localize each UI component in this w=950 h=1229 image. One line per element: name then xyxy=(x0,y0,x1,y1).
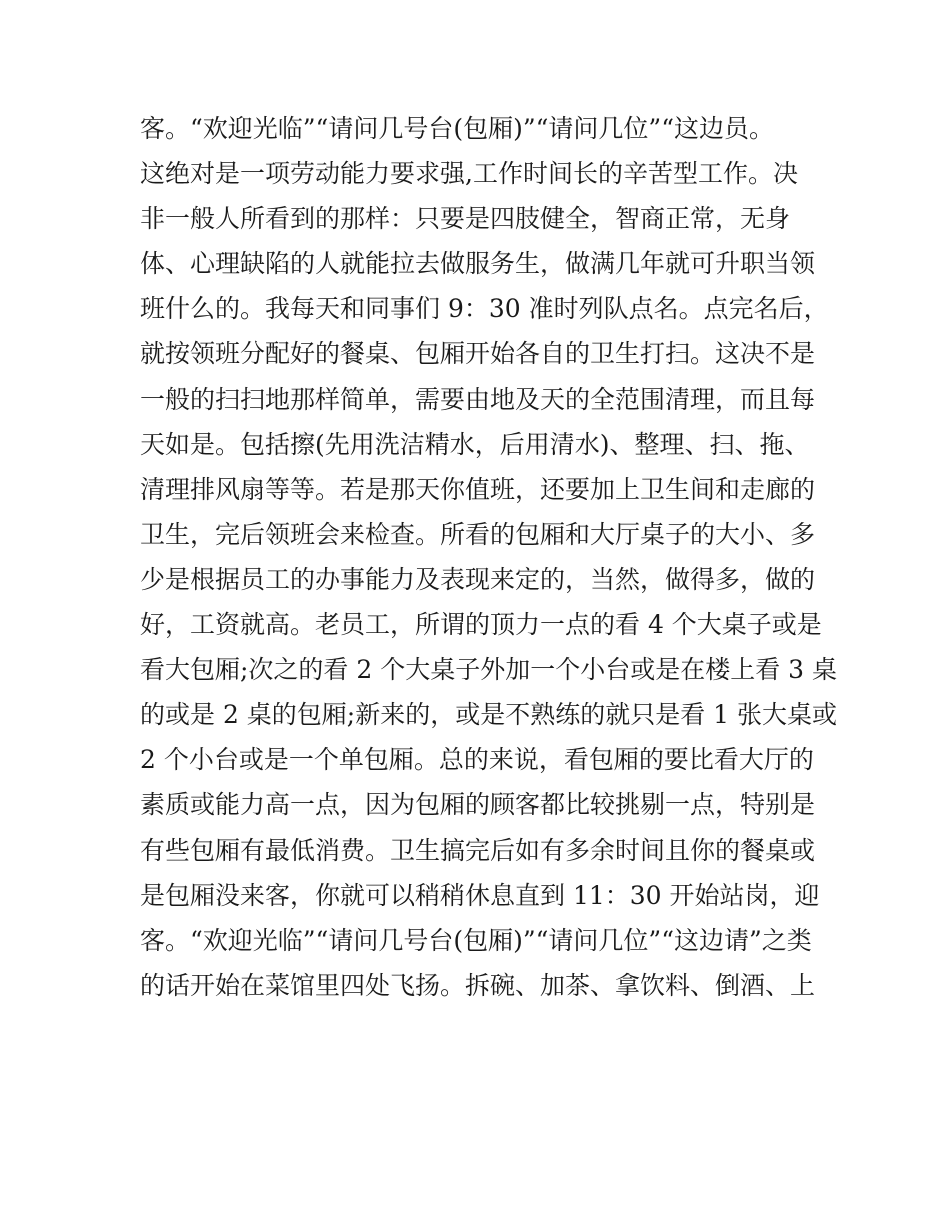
text-line: 是包厢没来客，你就可以稍稍休息直到 11：30 开始站岗，迎 xyxy=(140,880,820,910)
text-line: 有些包厢有最低消费。卫生搞完后如有多余时间且你的餐桌或 xyxy=(140,835,816,865)
text-line: 素质或能力高一点，因为包厢的顾客都比较挑剔一点，特别是 xyxy=(140,790,816,820)
text-line: 好，工资就高。老员工，所谓的顶力一点的看 4 个大桌子或是 xyxy=(140,610,822,640)
text-line: 客。“欢迎光临”“请问几号台(包厢)”“请问几位”“这边员。 xyxy=(140,114,774,143)
text-line: 体、心理缺陷的人就能拉去做服务生，做满几年就可升职当领 xyxy=(140,249,816,279)
text-line: 2 个小台或是一个单包厢。总的来说，看包厢的要比看大厅的 xyxy=(140,745,814,775)
text-line: 天如是。包括擦(先用洗洁精水，后用清水)、整理、扫、拖、 xyxy=(140,429,810,459)
text-line: 看大包厢;次之的看 2 个大桌子外加一个小台或是在楼上看 3 桌 xyxy=(140,655,838,685)
text-line: 班什么的。我每天和同事们 9：30 准时列队点名。点完名后， xyxy=(140,294,829,324)
text-line: 清理排风扇等等。若是那天你值班，还要加上卫生间和走廊的 xyxy=(140,474,816,504)
text-line: 卫生，完后领班会来检查。所看的包厢和大厅桌子的大小、多 xyxy=(140,519,816,549)
body-text xyxy=(140,106,838,1008)
text-line: 少是根据员工的办事能力及表现来定的，当然，做得多，做的 xyxy=(140,564,816,594)
text-line: 这绝对是一项劳动能力要求强,工作时间长的辛苦型工作。决 xyxy=(140,159,798,189)
text-line: 非一般人所看到的那样：只要是四肢健全，智商正常，无身 xyxy=(140,204,791,234)
text-line: 客。“欢迎光临”“请问几号台(包厢)”“请问几位”“这边请”之类 xyxy=(140,925,812,955)
text-line: 的或是 2 桌的包厢;新来的，或是不熟练的就只是看 1 张大桌或 xyxy=(140,700,838,730)
text-line: 一般的扫扫地那样简单，需要由地及天的全范围清理，而且每 xyxy=(140,384,816,414)
text-line: 就按领班分配好的餐桌、包厢开始各自的卫生打扫。这决不是 xyxy=(140,339,816,369)
text-line: 的话开始在菜馆里四处飞扬。拆碗、加茶、拿饮料、倒酒、上 xyxy=(140,970,816,1000)
